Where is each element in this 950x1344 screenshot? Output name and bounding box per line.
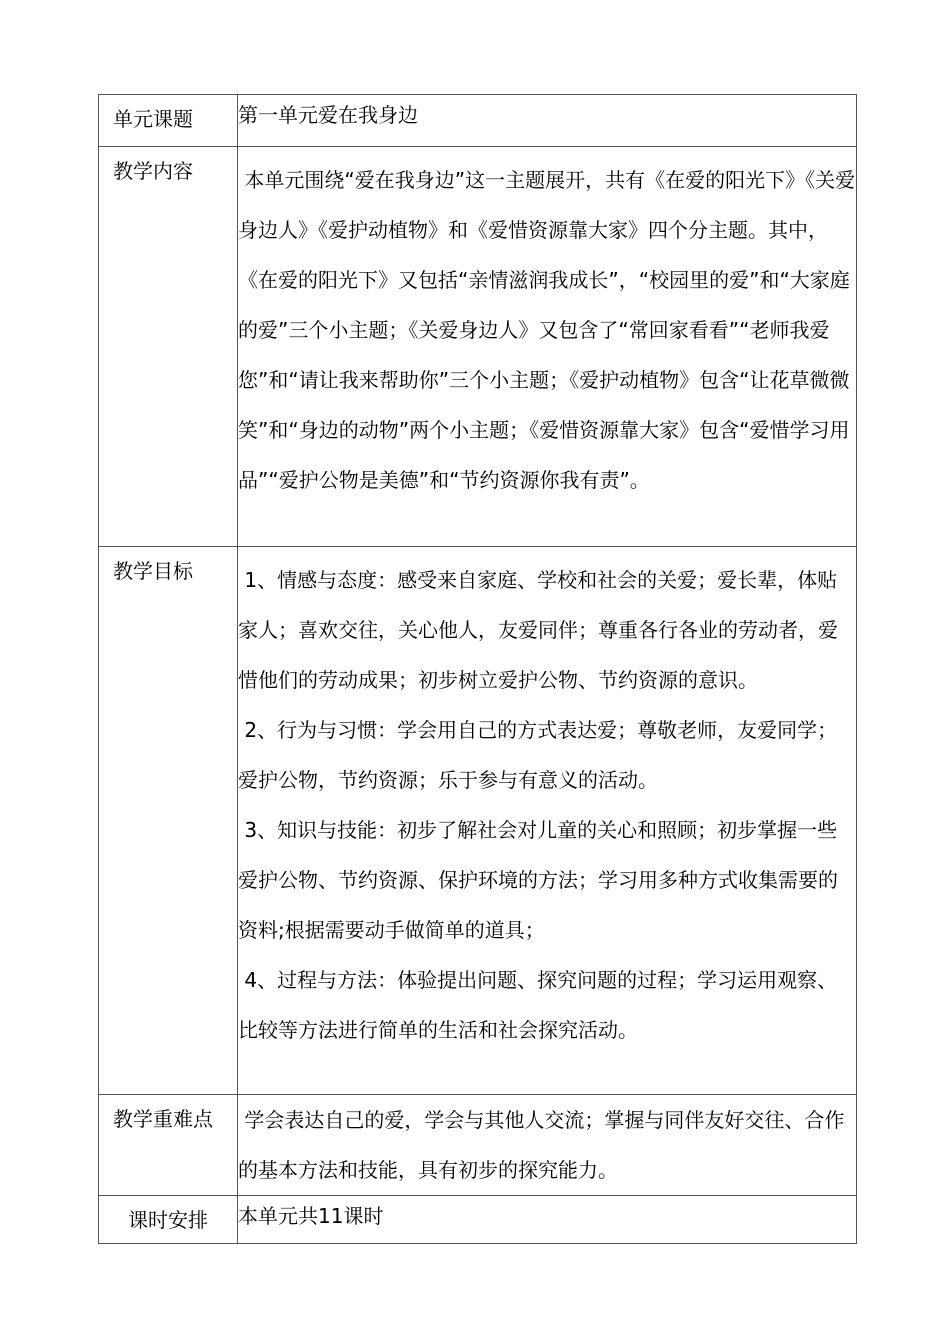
row-label: 课时安排	[128, 1208, 208, 1232]
goal-paragraph: 3、知识与技能：初步了解社会对儿童的关心和照顾；初步掌握一些爱护公物、节约资源、保护环境的方法；学习用多种方式收集需要的资料;根据需要动手做简单的道具；	[238, 818, 838, 942]
label-cell	[99, 1095, 238, 1196]
goal-paragraph: 4、过程与方法：体验提出问题、探究问题的过程；学习运用观察、比较等方法进行简单的生活和社会探究活动。	[238, 968, 838, 1042]
unit-plan-table	[98, 94, 857, 1244]
goal-paragraph: 1、情感与态度：感受来自家庭、学校和社会的关爱；爱长辈，体贴家人；喜欢交往，关心他人，友爱同伴；尊重各行各业的劳动者，爱惜他们的劳动成果；初步树立爱护公物、节约资源的意识。	[238, 568, 838, 692]
content-paragraph: 学会表达自己的爱，学会与其他人交流；掌握与同伴友好交往、合作的基本方法和技能，具有初步的探究能力。	[238, 1108, 845, 1182]
label-cell	[99, 1196, 238, 1244]
row-label: 教学内容	[113, 159, 193, 183]
row-label: 单元课题	[113, 107, 193, 131]
label-cell	[99, 95, 238, 147]
label-cell	[99, 147, 238, 547]
row-teaching-goals	[99, 547, 857, 1095]
content-paragraph: 本单元围绕“爱在我身边”这一主题展开，共有《在爱的阳光下》《关爱身边人》《爱护动植物》和《爱惜资源靠大家》四个分主题。其中，《在爱的阳光下》又包括“亲情滋润我成长”，“校园里的爱”和“大家庭的爱”三个小主题；《关爱身边人》又包含了“常回家看看”“老师我爱您”和“请让我来帮助你”三个小主题；《爱护动植物》包含“让花草微微笑”和“身边的动物”两个小主题；《爱惜资源靠大家》包含“爱惜学习用品”“爱护公物是美德”和“节约资源你我有责”。	[238, 168, 856, 492]
row-teaching-content	[99, 147, 857, 547]
content-cell	[238, 1095, 857, 1196]
row-key-points	[99, 1095, 857, 1196]
content-cell	[238, 147, 857, 547]
row-label: 教学重难点	[113, 1107, 213, 1131]
row-label: 教学目标	[113, 559, 193, 583]
label-cell	[99, 547, 238, 1095]
content-cell	[238, 1196, 857, 1244]
content-paragraph: 第一单元爱在我身边	[238, 103, 418, 127]
content-cell	[238, 547, 857, 1095]
content-cell	[238, 95, 857, 147]
content-paragraph: 本单元共11课时	[238, 1204, 384, 1228]
row-unit-topic	[99, 95, 857, 147]
goal-paragraph: 2、行为与习惯：学会用自己的方式表达爱；尊敬老师，友爱同学；爱护公物，节约资源；乐于参与有意义的活动。	[238, 718, 838, 792]
row-lesson-schedule	[99, 1196, 857, 1244]
